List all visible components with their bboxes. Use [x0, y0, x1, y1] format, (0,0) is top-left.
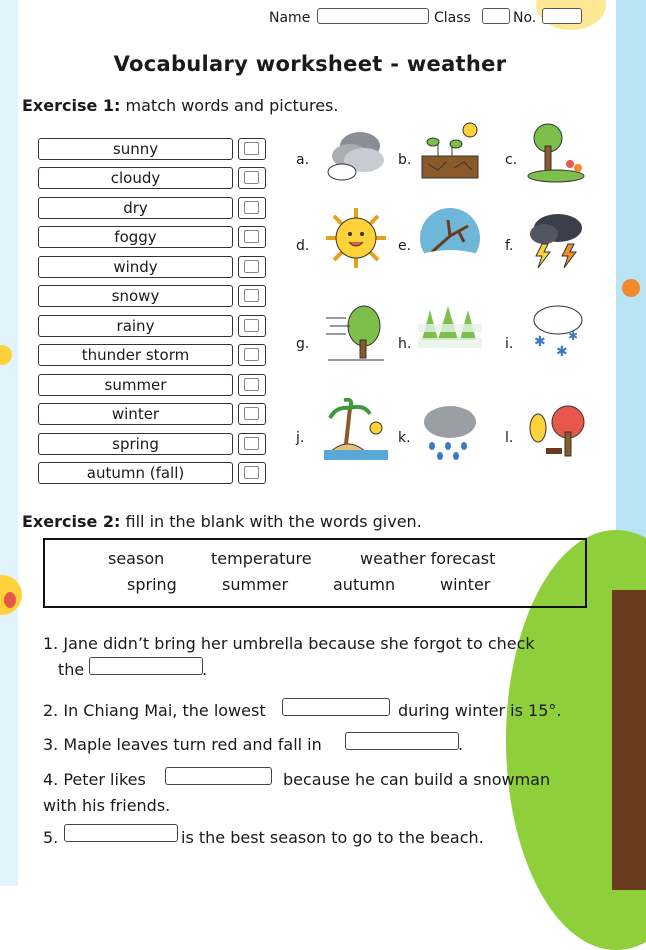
class-field[interactable] — [482, 8, 510, 24]
exercise2-instruction: fill in the blank with the words given. — [120, 512, 422, 531]
word-item: spring — [38, 433, 233, 455]
orange-dot-decoration — [622, 279, 640, 297]
word-item: dry — [38, 197, 233, 219]
answer-box[interactable] — [238, 197, 266, 219]
autumn-tree-icon — [524, 398, 588, 462]
question-4-blank[interactable] — [165, 767, 272, 785]
question-5-text: is the best season to go to the beach. — [181, 828, 484, 847]
question-2-text: 2. In Chiang Mai, the lowest — [43, 701, 266, 720]
question-5-number: 5. — [43, 828, 59, 847]
picture-letter: i. — [505, 336, 514, 352]
question-3-period: . — [458, 735, 464, 754]
exercise1-heading — [22, 96, 338, 115]
picture-letter: b. — [398, 152, 412, 168]
question-2-text-end: during winter is 15°. — [398, 701, 562, 720]
answer-box[interactable] — [238, 403, 266, 425]
exercise2-label: Exercise 2: — [22, 512, 121, 531]
number-field[interactable] — [542, 8, 582, 24]
question-4-text: 4. Peter likes — [43, 770, 146, 789]
class-label: Class — [434, 10, 471, 26]
frost-branch-icon — [418, 206, 482, 270]
snow-cloud-icon — [524, 300, 588, 364]
answer-box[interactable] — [238, 315, 266, 337]
answer-box[interactable] — [238, 462, 266, 484]
question-3-blank[interactable] — [345, 732, 459, 750]
word-bank-item: winter — [440, 575, 491, 594]
name-field[interactable] — [317, 8, 429, 24]
question-1-blank[interactable] — [89, 657, 203, 675]
question-1-text-cont: the — [58, 660, 85, 679]
answer-box[interactable] — [238, 256, 266, 278]
question-2-blank[interactable] — [282, 698, 390, 716]
word-item: cloudy — [38, 167, 233, 189]
word-bank-item: spring — [127, 575, 177, 594]
answer-box[interactable] — [238, 167, 266, 189]
flower-center-decoration — [4, 592, 16, 608]
answer-box[interactable] — [238, 226, 266, 248]
answer-box[interactable] — [238, 433, 266, 455]
picture-letter: l. — [505, 430, 514, 446]
picture-letter: j. — [296, 430, 305, 446]
svg-text:✱: ✱ — [534, 334, 546, 350]
worksheet-title: Vocabulary worksheet - weather — [113, 52, 507, 76]
storm-cloud-icon — [524, 206, 588, 270]
picture-letter: k. — [398, 430, 411, 446]
word-bank-item: autumn — [333, 575, 396, 594]
word-bank-item: weather forecast — [360, 549, 496, 568]
exercise1-label: Exercise 1: — [22, 96, 121, 115]
answer-box[interactable] — [238, 138, 266, 160]
svg-text:✱: ✱ — [568, 329, 579, 343]
word-bank-item: season — [108, 549, 165, 568]
foggy-forest-icon — [418, 300, 482, 364]
word-item: windy — [38, 256, 233, 278]
tree-trunk-decoration — [612, 590, 646, 890]
answer-box[interactable] — [238, 374, 266, 396]
question-3-text: 3. Maple leaves turn red and fall in — [43, 735, 322, 754]
windy-tree-icon — [324, 300, 388, 364]
word-item: autumn (fall) — [38, 462, 233, 484]
picture-letter: g. — [296, 336, 310, 352]
rain-cloud-icon — [418, 398, 482, 462]
question-1-period: . — [202, 660, 208, 679]
word-bank-item: temperature — [211, 549, 312, 568]
word-item: summer — [38, 374, 233, 396]
question-1-text: 1. Jane didn’t bring her umbrella because she forgot to check — [43, 634, 535, 653]
answer-box[interactable] — [238, 285, 266, 307]
word-item: thunder storm — [38, 344, 233, 366]
answer-box[interactable] — [238, 344, 266, 366]
picture-letter: f. — [505, 238, 514, 254]
picture-letter: c. — [505, 152, 518, 168]
picture-letter: e. — [398, 238, 412, 254]
cloudy-cloud-icon — [324, 120, 388, 184]
sun-icon — [324, 206, 388, 270]
spring-tree-icon — [524, 120, 588, 184]
picture-letter: a. — [296, 152, 310, 168]
picture-letter: d. — [296, 238, 310, 254]
name-label: Name — [269, 10, 311, 26]
question-5-blank[interactable] — [64, 824, 178, 842]
word-item: rainy — [38, 315, 233, 337]
picture-letter: h. — [398, 336, 412, 352]
summer-beach-icon — [324, 398, 388, 462]
question-4-text-end: because he can build a snowman — [283, 770, 551, 789]
exercise1-instruction: match words and pictures. — [120, 96, 339, 115]
question-4-text-cont: with his friends. — [43, 796, 171, 815]
word-item: foggy — [38, 226, 233, 248]
word-item: sunny — [38, 138, 233, 160]
word-bank-item: summer — [222, 575, 289, 594]
dry-ground-icon — [418, 120, 482, 184]
svg-text:✱: ✱ — [556, 344, 568, 360]
number-label: No. — [513, 10, 537, 26]
exercise2-heading — [22, 512, 422, 531]
left-border-decoration — [0, 0, 18, 886]
word-item: winter — [38, 403, 233, 425]
word-item: snowy — [38, 285, 233, 307]
